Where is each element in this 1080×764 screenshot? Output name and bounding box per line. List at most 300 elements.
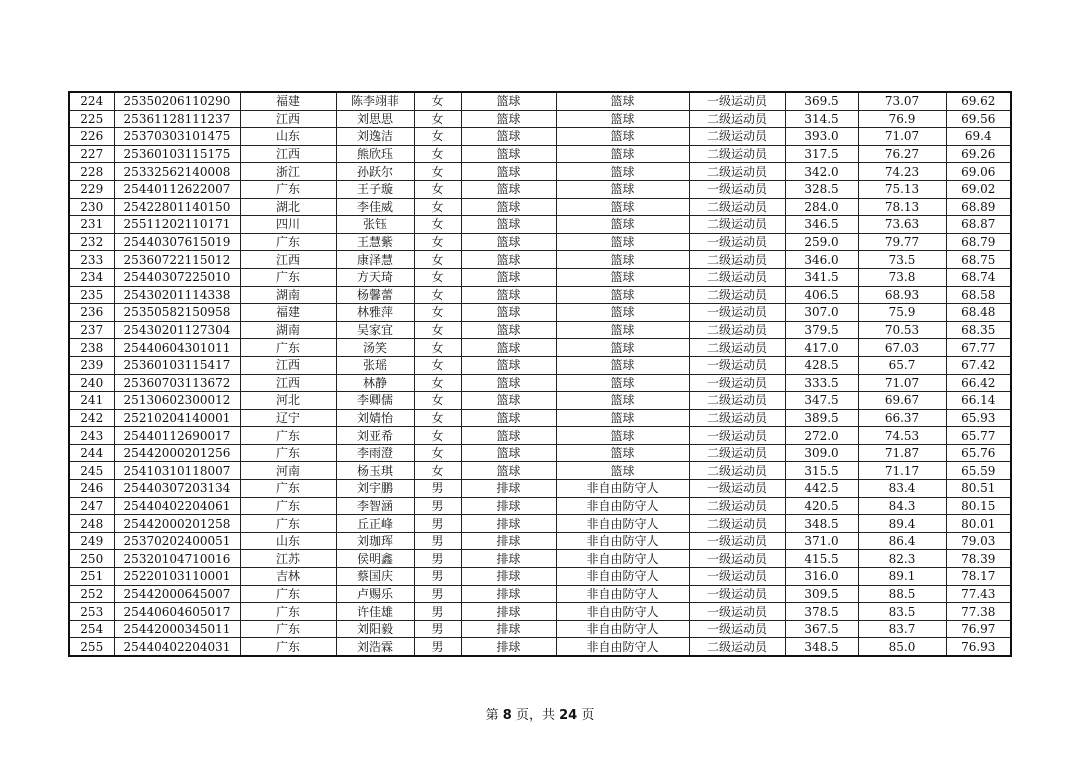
exam-id-cell: 25422801140150 <box>114 198 240 216</box>
table-row <box>69 603 1011 621</box>
event-cell: 非自由防守人 <box>556 497 689 515</box>
composite-score-cell: 67.77 <box>946 339 1011 357</box>
table-row <box>69 515 1011 533</box>
rank-cell: 236 <box>69 304 114 322</box>
event-cell: 篮球 <box>556 304 689 322</box>
sport-score-cell: 70.53 <box>858 321 946 339</box>
sport-cell: 篮球 <box>461 92 556 110</box>
rank-cell: 230 <box>69 198 114 216</box>
composite-score-cell: 80.51 <box>946 480 1011 498</box>
exam-id-cell: 25370202400051 <box>114 532 240 550</box>
culture-score-cell: 341.5 <box>785 268 858 286</box>
culture-score-cell: 378.5 <box>785 603 858 621</box>
event-cell: 非自由防守人 <box>556 532 689 550</box>
athlete-level-cell: 一级运动员 <box>689 304 785 322</box>
rank-cell: 242 <box>69 409 114 427</box>
rank-cell: 224 <box>69 92 114 110</box>
athlete-level-cell: 二级运动员 <box>689 163 785 181</box>
table-row <box>69 462 1011 480</box>
event-cell: 篮球 <box>556 392 689 410</box>
name-cell: 李卿儒 <box>336 392 414 410</box>
athlete-level-cell: 二级运动员 <box>689 321 785 339</box>
athlete-level-cell: 二级运动员 <box>689 339 785 357</box>
gender-cell: 男 <box>414 550 461 568</box>
exam-id-cell: 25410310118007 <box>114 462 240 480</box>
table-row <box>69 532 1011 550</box>
province-cell: 广东 <box>240 233 336 251</box>
sport-cell: 排球 <box>461 497 556 515</box>
athlete-level-cell: 一级运动员 <box>689 568 785 586</box>
page-footer <box>0 704 1080 723</box>
composite-score-cell: 68.87 <box>946 216 1011 234</box>
athlete-level-cell: 二级运动员 <box>689 497 785 515</box>
event-cell: 非自由防守人 <box>556 603 689 621</box>
sport-score-cell: 86.4 <box>858 532 946 550</box>
gender-cell: 男 <box>414 568 461 586</box>
rank-cell: 251 <box>69 568 114 586</box>
event-cell: 篮球 <box>556 128 689 146</box>
composite-score-cell: 78.17 <box>946 568 1011 586</box>
name-cell: 孙跃尔 <box>336 163 414 181</box>
sport-score-cell: 83.5 <box>858 603 946 621</box>
athlete-level-cell: 一级运动员 <box>689 233 785 251</box>
culture-score-cell: 315.5 <box>785 462 858 480</box>
event-cell: 篮球 <box>556 339 689 357</box>
sport-score-cell: 79.77 <box>858 233 946 251</box>
rank-cell: 254 <box>69 620 114 638</box>
culture-score-cell: 328.5 <box>785 180 858 198</box>
gender-cell: 女 <box>414 392 461 410</box>
culture-score-cell: 284.0 <box>785 198 858 216</box>
composite-score-cell: 67.42 <box>946 356 1011 374</box>
table-row <box>69 128 1011 146</box>
gender-cell: 女 <box>414 286 461 304</box>
exam-id-cell: 25332562140008 <box>114 163 240 181</box>
province-cell: 江西 <box>240 356 336 374</box>
table-row <box>69 216 1011 234</box>
sport-score-cell: 71.17 <box>858 462 946 480</box>
name-cell: 丘正峰 <box>336 515 414 533</box>
gender-cell: 男 <box>414 480 461 498</box>
sport-cell: 篮球 <box>461 339 556 357</box>
footer-total-pages: 24 <box>559 708 578 723</box>
gender-cell: 女 <box>414 233 461 251</box>
gender-cell: 女 <box>414 128 461 146</box>
event-cell: 非自由防守人 <box>556 550 689 568</box>
composite-score-cell: 77.38 <box>946 603 1011 621</box>
sport-cell: 排球 <box>461 515 556 533</box>
name-cell: 方天琦 <box>336 268 414 286</box>
rank-cell: 255 <box>69 638 114 656</box>
province-cell: 广东 <box>240 268 336 286</box>
sport-score-cell: 89.4 <box>858 515 946 533</box>
exam-id-cell: 25360103115175 <box>114 145 240 163</box>
sport-cell: 篮球 <box>461 462 556 480</box>
table-row <box>69 92 1011 110</box>
table-row <box>69 233 1011 251</box>
rank-cell: 234 <box>69 268 114 286</box>
gender-cell: 女 <box>414 321 461 339</box>
composite-score-cell: 68.89 <box>946 198 1011 216</box>
culture-score-cell: 369.5 <box>785 92 858 110</box>
province-cell: 浙江 <box>240 163 336 181</box>
sport-cell: 篮球 <box>461 198 556 216</box>
rank-cell: 232 <box>69 233 114 251</box>
culture-score-cell: 309.0 <box>785 444 858 462</box>
event-cell: 非自由防守人 <box>556 620 689 638</box>
sport-score-cell: 74.23 <box>858 163 946 181</box>
sport-score-cell: 73.63 <box>858 216 946 234</box>
sport-cell: 排球 <box>461 620 556 638</box>
table-row <box>69 163 1011 181</box>
exam-id-cell: 25511202110171 <box>114 216 240 234</box>
sport-score-cell: 73.07 <box>858 92 946 110</box>
rank-cell: 246 <box>69 480 114 498</box>
sport-cell: 排球 <box>461 638 556 656</box>
table-row <box>69 392 1011 410</box>
sport-cell: 篮球 <box>461 145 556 163</box>
province-cell: 辽宁 <box>240 409 336 427</box>
sport-score-cell: 75.13 <box>858 180 946 198</box>
gender-cell: 男 <box>414 515 461 533</box>
sport-cell: 排球 <box>461 532 556 550</box>
composite-score-cell: 65.59 <box>946 462 1011 480</box>
table-row <box>69 427 1011 445</box>
name-cell: 吴家宜 <box>336 321 414 339</box>
sport-cell: 篮球 <box>461 180 556 198</box>
gender-cell: 女 <box>414 163 461 181</box>
composite-score-cell: 69.4 <box>946 128 1011 146</box>
gender-cell: 女 <box>414 92 461 110</box>
name-cell: 许佳雄 <box>336 603 414 621</box>
composite-score-cell: 79.03 <box>946 532 1011 550</box>
sport-cell: 篮球 <box>461 356 556 374</box>
exam-id-cell: 25350582150958 <box>114 304 240 322</box>
athlete-level-cell: 一级运动员 <box>689 603 785 621</box>
culture-score-cell: 309.5 <box>785 585 858 603</box>
exam-id-cell: 25220103110001 <box>114 568 240 586</box>
sport-score-cell: 74.53 <box>858 427 946 445</box>
name-cell: 杨玉琪 <box>336 462 414 480</box>
culture-score-cell: 307.0 <box>785 304 858 322</box>
province-cell: 广东 <box>240 585 336 603</box>
sport-cell: 排球 <box>461 585 556 603</box>
composite-score-cell: 65.93 <box>946 409 1011 427</box>
table-row <box>69 409 1011 427</box>
sport-cell: 排球 <box>461 480 556 498</box>
event-cell: 篮球 <box>556 110 689 128</box>
province-cell: 广东 <box>240 480 336 498</box>
province-cell: 广东 <box>240 638 336 656</box>
culture-score-cell: 389.5 <box>785 409 858 427</box>
exam-id-cell: 25442000201256 <box>114 444 240 462</box>
name-cell: 刘珈珲 <box>336 532 414 550</box>
composite-score-cell: 69.62 <box>946 92 1011 110</box>
exam-id-cell: 25440112690017 <box>114 427 240 445</box>
province-cell: 福建 <box>240 304 336 322</box>
culture-score-cell: 417.0 <box>785 339 858 357</box>
culture-score-cell: 348.5 <box>785 515 858 533</box>
name-cell: 张钰 <box>336 216 414 234</box>
sport-cell: 篮球 <box>461 233 556 251</box>
culture-score-cell: 420.5 <box>785 497 858 515</box>
gender-cell: 女 <box>414 427 461 445</box>
composite-score-cell: 76.97 <box>946 620 1011 638</box>
sport-cell: 篮球 <box>461 392 556 410</box>
province-cell: 山东 <box>240 128 336 146</box>
gender-cell: 女 <box>414 198 461 216</box>
culture-score-cell: 379.5 <box>785 321 858 339</box>
event-cell: 篮球 <box>556 216 689 234</box>
event-cell: 篮球 <box>556 145 689 163</box>
athlete-level-cell: 二级运动员 <box>689 128 785 146</box>
event-cell: 篮球 <box>556 462 689 480</box>
rank-cell: 227 <box>69 145 114 163</box>
name-cell: 王子璇 <box>336 180 414 198</box>
exam-id-cell: 25440402204031 <box>114 638 240 656</box>
culture-score-cell: 415.5 <box>785 550 858 568</box>
name-cell: 李雨澄 <box>336 444 414 462</box>
composite-score-cell: 66.42 <box>946 374 1011 392</box>
rank-cell: 237 <box>69 321 114 339</box>
rank-cell: 233 <box>69 251 114 269</box>
province-cell: 湖北 <box>240 198 336 216</box>
name-cell: 康泽慧 <box>336 251 414 269</box>
table-row <box>69 304 1011 322</box>
province-cell: 广东 <box>240 620 336 638</box>
sport-score-cell: 82.3 <box>858 550 946 568</box>
exam-id-cell: 25442000201258 <box>114 515 240 533</box>
composite-score-cell: 68.74 <box>946 268 1011 286</box>
composite-score-cell: 68.79 <box>946 233 1011 251</box>
composite-score-cell: 68.35 <box>946 321 1011 339</box>
composite-score-cell: 80.15 <box>946 497 1011 515</box>
athlete-level-cell: 一级运动员 <box>689 550 785 568</box>
name-cell: 刘婧怡 <box>336 409 414 427</box>
sport-cell: 篮球 <box>461 321 556 339</box>
name-cell: 李佳威 <box>336 198 414 216</box>
sport-score-cell: 75.9 <box>858 304 946 322</box>
sport-score-cell: 76.9 <box>858 110 946 128</box>
sport-cell: 篮球 <box>461 427 556 445</box>
name-cell: 陈李翊菲 <box>336 92 414 110</box>
sport-score-cell: 89.1 <box>858 568 946 586</box>
event-cell: 篮球 <box>556 427 689 445</box>
event-cell: 篮球 <box>556 356 689 374</box>
province-cell: 广东 <box>240 603 336 621</box>
exam-id-cell: 25440307225010 <box>114 268 240 286</box>
sport-score-cell: 83.7 <box>858 620 946 638</box>
culture-score-cell: 367.5 <box>785 620 858 638</box>
rank-cell: 241 <box>69 392 114 410</box>
exam-id-cell: 25440604301011 <box>114 339 240 357</box>
province-cell: 河北 <box>240 392 336 410</box>
athlete-level-cell: 一级运动员 <box>689 620 785 638</box>
gender-cell: 女 <box>414 339 461 357</box>
province-cell: 四川 <box>240 216 336 234</box>
event-cell: 篮球 <box>556 180 689 198</box>
province-cell: 广东 <box>240 515 336 533</box>
athlete-level-cell: 一级运动员 <box>689 427 785 445</box>
exam-id-cell: 25440604605017 <box>114 603 240 621</box>
event-cell: 篮球 <box>556 198 689 216</box>
sport-score-cell: 68.93 <box>858 286 946 304</box>
culture-score-cell: 428.5 <box>785 356 858 374</box>
gender-cell: 女 <box>414 304 461 322</box>
culture-score-cell: 317.5 <box>785 145 858 163</box>
sport-score-cell: 65.7 <box>858 356 946 374</box>
name-cell: 刘阳毅 <box>336 620 414 638</box>
culture-score-cell: 393.0 <box>785 128 858 146</box>
name-cell: 汤笑 <box>336 339 414 357</box>
athlete-level-cell: 二级运动员 <box>689 392 785 410</box>
results-table <box>68 91 1012 657</box>
exam-id-cell: 25360703113672 <box>114 374 240 392</box>
sport-score-cell: 83.4 <box>858 480 946 498</box>
name-cell: 刘宇鹏 <box>336 480 414 498</box>
athlete-level-cell: 二级运动员 <box>689 251 785 269</box>
sport-score-cell: 73.5 <box>858 251 946 269</box>
culture-score-cell: 348.5 <box>785 638 858 656</box>
exam-id-cell: 25440402204061 <box>114 497 240 515</box>
gender-cell: 女 <box>414 110 461 128</box>
athlete-level-cell: 一级运动员 <box>689 532 785 550</box>
province-cell: 河南 <box>240 462 336 480</box>
athlete-level-cell: 二级运动员 <box>689 444 785 462</box>
athlete-level-cell: 二级运动员 <box>689 198 785 216</box>
name-cell: 蔡国庆 <box>336 568 414 586</box>
event-cell: 篮球 <box>556 251 689 269</box>
province-cell: 广东 <box>240 180 336 198</box>
sport-score-cell: 84.3 <box>858 497 946 515</box>
gender-cell: 女 <box>414 216 461 234</box>
culture-score-cell: 314.5 <box>785 110 858 128</box>
sport-score-cell: 67.03 <box>858 339 946 357</box>
sport-score-cell: 88.5 <box>858 585 946 603</box>
province-cell: 江苏 <box>240 550 336 568</box>
exam-id-cell: 25360103115417 <box>114 356 240 374</box>
event-cell: 非自由防守人 <box>556 568 689 586</box>
gender-cell: 男 <box>414 603 461 621</box>
footer-middle: 页，共 <box>511 708 560 723</box>
composite-score-cell: 65.77 <box>946 427 1011 445</box>
province-cell: 广东 <box>240 444 336 462</box>
gender-cell: 女 <box>414 180 461 198</box>
sport-cell: 篮球 <box>461 304 556 322</box>
event-cell: 非自由防守人 <box>556 638 689 656</box>
culture-score-cell: 406.5 <box>785 286 858 304</box>
table-row <box>69 497 1011 515</box>
athlete-level-cell: 一级运动员 <box>689 92 785 110</box>
province-cell: 江西 <box>240 110 336 128</box>
athlete-level-cell: 一级运动员 <box>689 374 785 392</box>
gender-cell: 男 <box>414 532 461 550</box>
sport-cell: 篮球 <box>461 251 556 269</box>
name-cell: 刘逸洁 <box>336 128 414 146</box>
province-cell: 山东 <box>240 532 336 550</box>
athlete-level-cell: 二级运动员 <box>689 462 785 480</box>
table-row <box>69 444 1011 462</box>
composite-score-cell: 77.43 <box>946 585 1011 603</box>
athlete-level-cell: 二级运动员 <box>689 110 785 128</box>
exam-id-cell: 25440307615019 <box>114 233 240 251</box>
province-cell: 福建 <box>240 92 336 110</box>
composite-score-cell: 68.48 <box>946 304 1011 322</box>
athlete-level-cell: 二级运动员 <box>689 409 785 427</box>
exam-id-cell: 25442000345011 <box>114 620 240 638</box>
event-cell: 非自由防守人 <box>556 515 689 533</box>
province-cell: 湖南 <box>240 321 336 339</box>
gender-cell: 男 <box>414 620 461 638</box>
exam-id-cell: 25360722115012 <box>114 251 240 269</box>
rank-cell: 231 <box>69 216 114 234</box>
culture-score-cell: 346.5 <box>785 216 858 234</box>
composite-score-cell: 69.56 <box>946 110 1011 128</box>
name-cell: 张瑶 <box>336 356 414 374</box>
composite-score-cell: 65.76 <box>946 444 1011 462</box>
event-cell: 篮球 <box>556 163 689 181</box>
name-cell: 李智涵 <box>336 497 414 515</box>
sport-cell: 排球 <box>461 603 556 621</box>
athlete-level-cell: 二级运动员 <box>689 515 785 533</box>
composite-score-cell: 80.01 <box>946 515 1011 533</box>
name-cell: 林雅萍 <box>336 304 414 322</box>
name-cell: 刘亚希 <box>336 427 414 445</box>
table-row <box>69 251 1011 269</box>
event-cell: 篮球 <box>556 444 689 462</box>
rank-cell: 225 <box>69 110 114 128</box>
exam-id-cell: 25210204140001 <box>114 409 240 427</box>
exam-id-cell: 25350206110290 <box>114 92 240 110</box>
event-cell: 非自由防守人 <box>556 480 689 498</box>
exam-id-cell: 25442000645007 <box>114 585 240 603</box>
gender-cell: 女 <box>414 251 461 269</box>
sport-score-cell: 73.8 <box>858 268 946 286</box>
province-cell: 广东 <box>240 497 336 515</box>
athlete-level-cell: 一级运动员 <box>689 480 785 498</box>
table-row <box>69 356 1011 374</box>
gender-cell: 女 <box>414 374 461 392</box>
name-cell: 刘浩霖 <box>336 638 414 656</box>
sport-score-cell: 69.67 <box>858 392 946 410</box>
culture-score-cell: 346.0 <box>785 251 858 269</box>
culture-score-cell: 259.0 <box>785 233 858 251</box>
event-cell: 篮球 <box>556 374 689 392</box>
composite-score-cell: 76.93 <box>946 638 1011 656</box>
athlete-level-cell: 二级运动员 <box>689 216 785 234</box>
rank-cell: 248 <box>69 515 114 533</box>
culture-score-cell: 272.0 <box>785 427 858 445</box>
sport-cell: 排球 <box>461 568 556 586</box>
table-row <box>69 286 1011 304</box>
sport-cell: 篮球 <box>461 163 556 181</box>
name-cell: 熊欣珏 <box>336 145 414 163</box>
table-row <box>69 268 1011 286</box>
event-cell: 篮球 <box>556 409 689 427</box>
culture-score-cell: 316.0 <box>785 568 858 586</box>
rank-cell: 228 <box>69 163 114 181</box>
table-row <box>69 480 1011 498</box>
table-row <box>69 145 1011 163</box>
sport-score-cell: 85.0 <box>858 638 946 656</box>
rank-cell: 240 <box>69 374 114 392</box>
table-row <box>69 339 1011 357</box>
province-cell: 湖南 <box>240 286 336 304</box>
sport-score-cell: 71.87 <box>858 444 946 462</box>
rank-cell: 253 <box>69 603 114 621</box>
name-cell: 杨馨蕾 <box>336 286 414 304</box>
rank-cell: 252 <box>69 585 114 603</box>
